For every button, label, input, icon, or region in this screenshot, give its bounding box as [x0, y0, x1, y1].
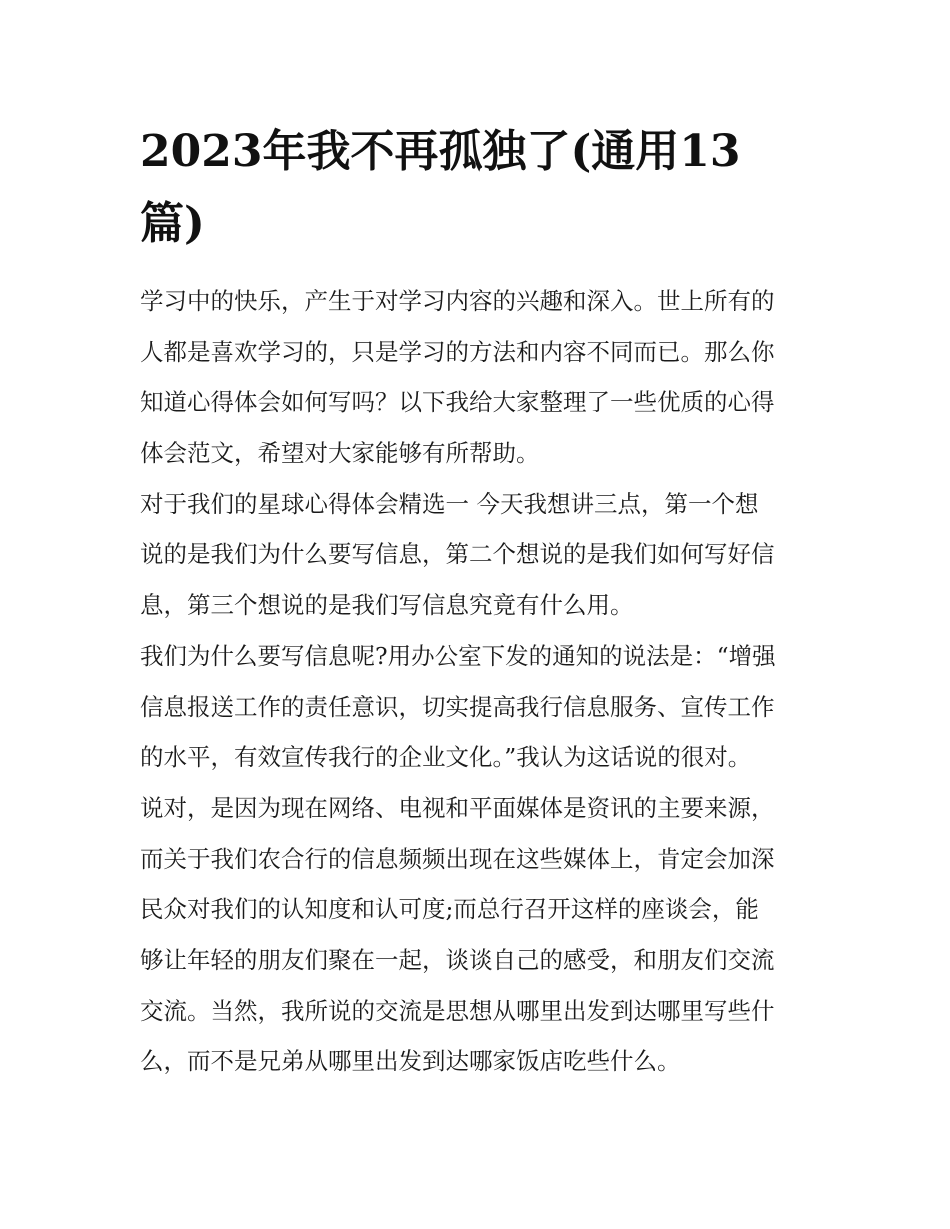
text-line: 而关于我们农合行的信息频频出现在这些媒体上，肯定会加深 [140, 844, 775, 873]
paragraph-intro [140, 276, 820, 479]
document-body [140, 276, 820, 1087]
title-line: 篇) [140, 198, 205, 249]
text-line: 我们为什么要写信息呢?用办公室下发的通知的说法是：“增强 [140, 641, 776, 670]
text-line: 体会范文，希望对大家能够有所帮助。 [140, 439, 540, 468]
title-line: 2023年我不再孤独了(通用13 [140, 126, 741, 177]
text-line: 学习中的快乐，产生于对学习内容的兴趣和深入。世上所有的 [140, 287, 775, 315]
text-line: 人都是喜欢学习的，只是学习的方法和内容不同而已。那么你 [140, 337, 775, 366]
text-line: 交流。当然，我所说的交流是思想从哪里出发到达哪里写些什 [140, 996, 775, 1025]
text-line: 的水平，有效宣传我行的企业文化。”我认为这话说的很对。 [140, 743, 752, 772]
text-line: 民众对我们的认知度和认可度;而总行召开这样的座谈会，能 [140, 895, 759, 924]
paragraph-why-write [140, 631, 820, 1087]
text-line: 对于我们的星球心得体会精选一 今天我想讲三点，第一个想 [140, 489, 759, 518]
text-line: 信息报送工作的责任意识，切实提高我行信息服务、宣传工作 [140, 692, 775, 721]
text-line: 说的是我们为什么要写信息，第二个想说的是我们如何写好信 [140, 540, 775, 569]
paragraph-three-points [140, 479, 820, 631]
text-line: 知道心得体会如何写吗？以下我给大家整理了一些优质的心得 [140, 388, 775, 417]
text-line: 息，第三个想说的是我们写信息究竟有什么用。 [140, 591, 634, 620]
text-line: 够让年轻的朋友们聚在一起，谈谈自己的感受，和朋友们交流 [140, 945, 775, 974]
document-title [140, 116, 820, 260]
text-line: 说对，是因为现在网络、电视和平面媒体是资讯的主要来源， [140, 793, 775, 822]
text-line: 么，而不是兄弟从哪里出发到达哪家饭店吃些什么。 [140, 1047, 681, 1076]
